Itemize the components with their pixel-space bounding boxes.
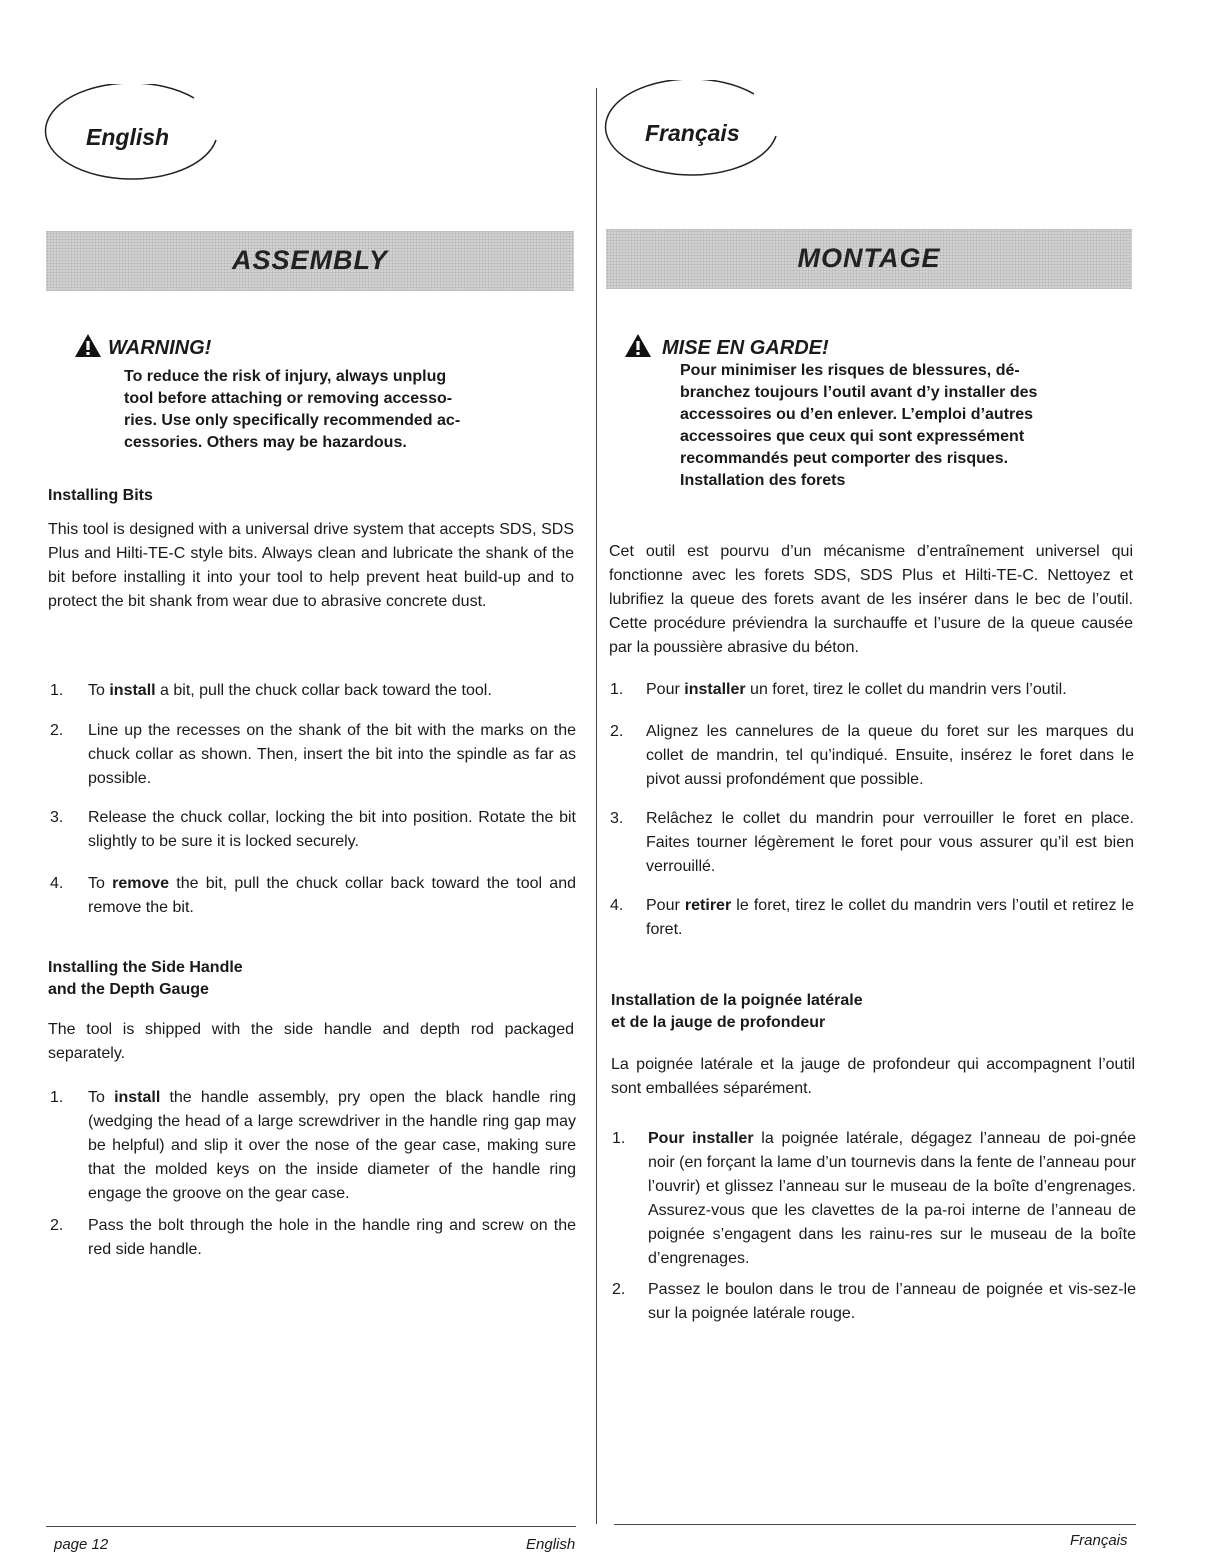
installing-bits-paragraph: This tool is designed with a universal drive system that accepts SDS, SDS Plus and Hilti-TE-C style bits. Always clean and lubricate the shank of the bit before installing it into your tool to help prevent heat build-up and to protect the bit shank from wear due to abrasive concrete dust.: [48, 521, 574, 610]
warning-icon: [74, 333, 102, 358]
side-handle-heading: Installing the Side Handle and the Depth Gauge: [48, 959, 243, 998]
banner-assembly: [46, 231, 574, 291]
column-divider: [596, 88, 597, 1524]
installing-bits-heading: Installing Bits: [48, 487, 153, 504]
warning-heading: MISE EN GARDE!: [662, 337, 829, 359]
side-handle-paragraph: The tool is shipped with the side handle and depth rod packaged separately.: [48, 1021, 574, 1062]
footer-page-number: page 12: [54, 1536, 109, 1553]
warning-heading: WARNING!: [108, 337, 212, 359]
footer-rule-left: [46, 1526, 576, 1527]
banner-montage: [606, 229, 1132, 289]
warning-icon: [624, 333, 652, 358]
warning-text: Pour minimiser les risques de blessures, dé- branchez toujours l’outil avant d’y installer des accessoires ou d’en enlever. L’emploi d’autres accessoires que ceux qui sont expressément recommandés peut comporter des risques. Installation des forets: [680, 362, 1038, 489]
side-handle-paragraph: La poignée latérale et la jauge de profondeur qui accompagnent l’outil sont emballées séparément.: [611, 1056, 1135, 1097]
side-handle-heading: Installation de la poignée latérale et de la jauge de profondeur: [611, 992, 863, 1031]
language-label-english: English: [86, 124, 170, 150]
footer-language-french: Français: [1070, 1532, 1128, 1549]
warning-text: To reduce the risk of injury, always unplug tool before attaching or removing accesso- ries. Use only specifically recommended ac- cessories. Others may be hazardous.: [124, 368, 461, 451]
footer-language-english: English: [526, 1536, 576, 1553]
section-title: ASSEMBLY: [231, 245, 388, 275]
footer-rule-right: [614, 1524, 1136, 1525]
section-title: MONTAGE: [797, 243, 941, 273]
language-label-french: Français: [645, 120, 740, 146]
installing-bits-paragraph: Cet outil est pourvu d’un mécanisme d’entraînement universel qui fonctionne avec les forets SDS, SDS Plus et Hilti-TE-C. Nettoyez et lubrifiez la queue des forets avant de les insérer dans le bec de l’outil. Cette procédure préviendra la surchauffe et l’usure de la queue causée par la poussière abrasive du béton.: [609, 543, 1133, 656]
